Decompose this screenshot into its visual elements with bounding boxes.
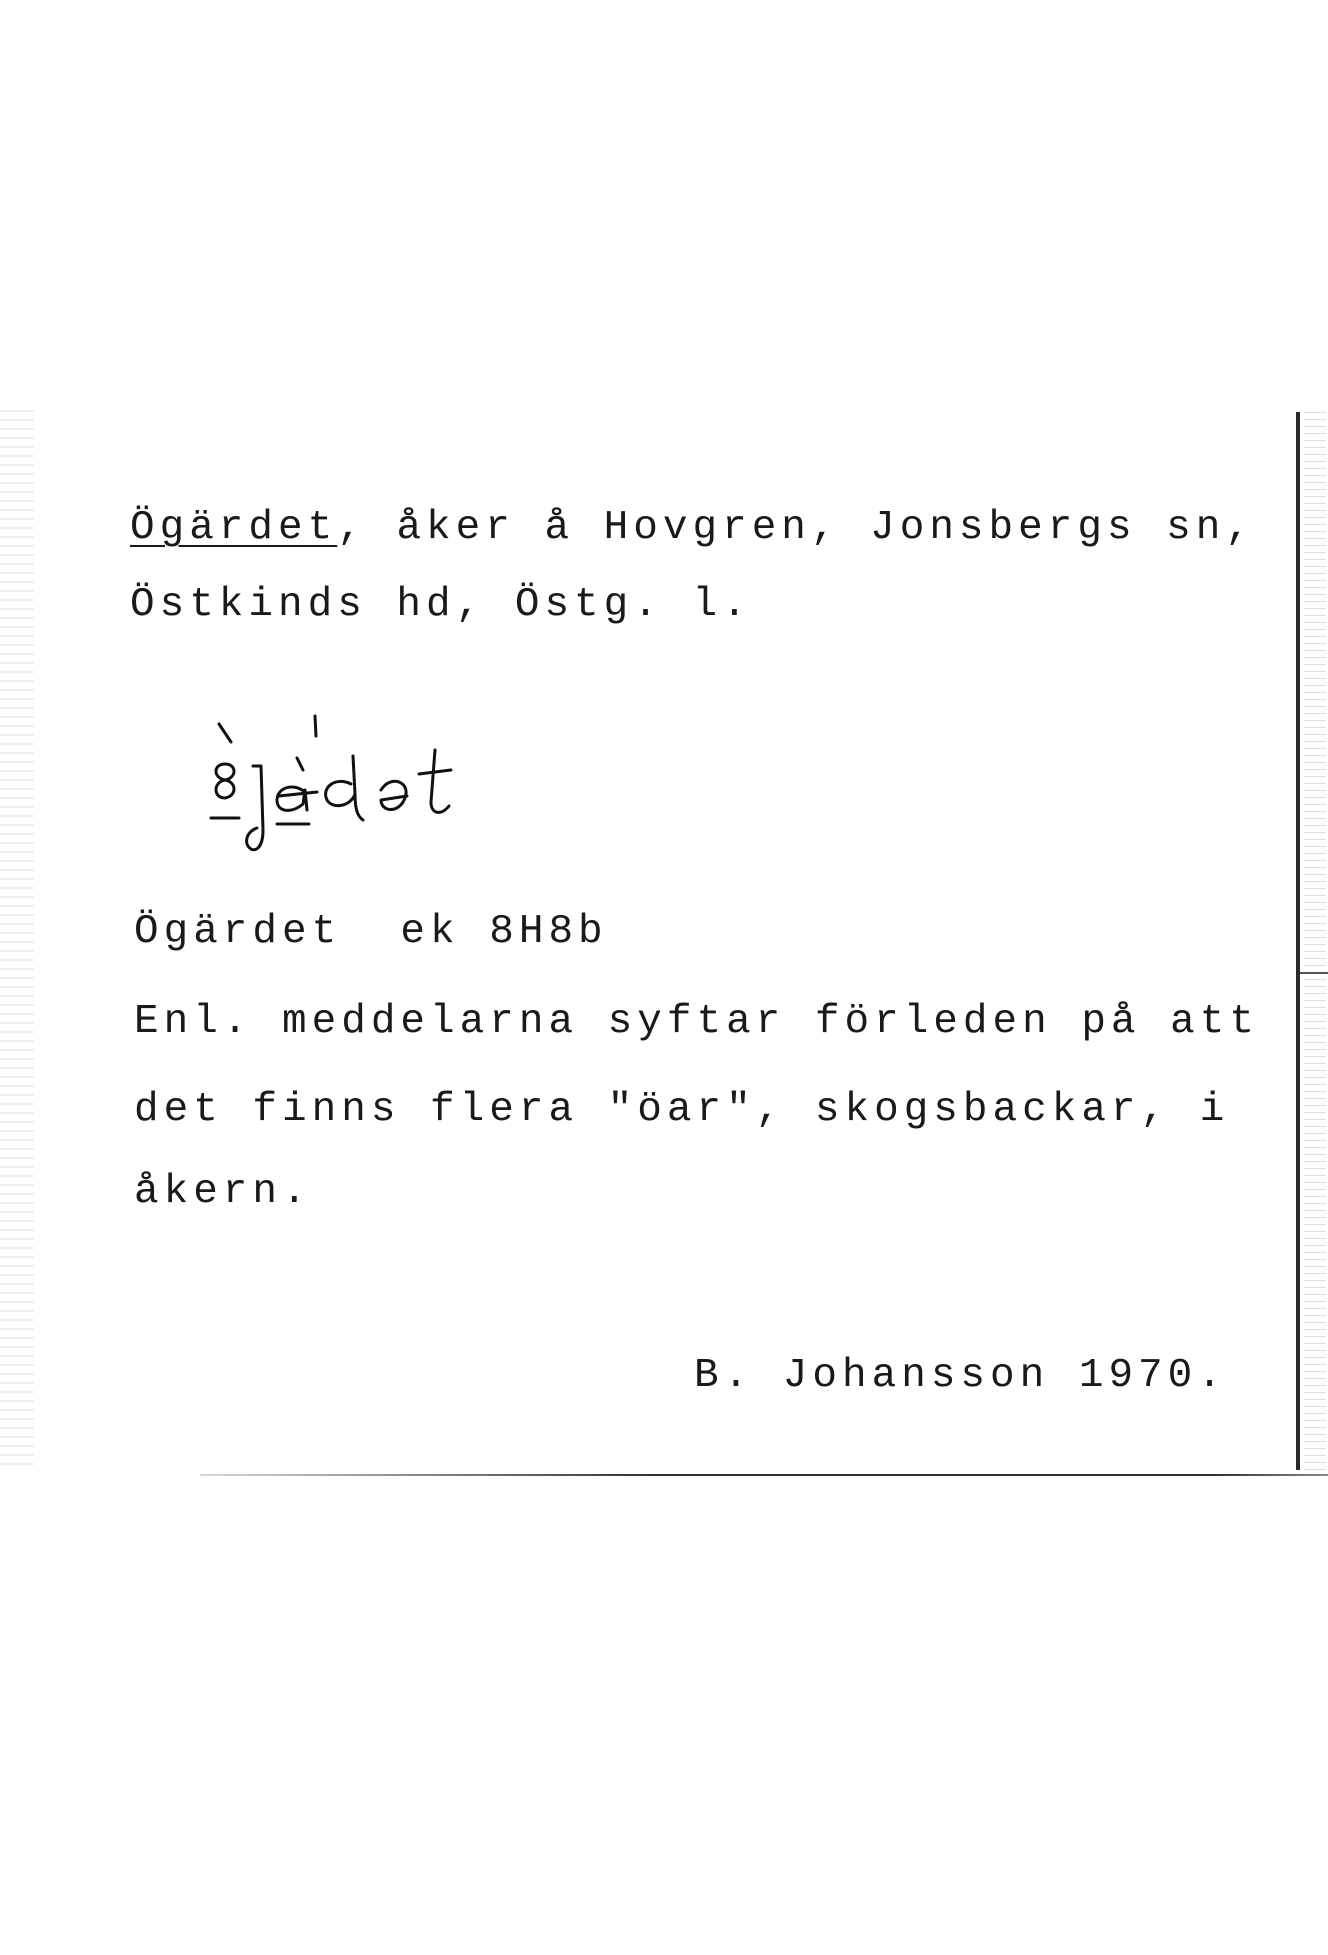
card-right-tick: [1300, 972, 1328, 974]
informant-signature: B. Johansson 1970.: [694, 1353, 1227, 1399]
handwriting-drawing: [205, 712, 475, 882]
note-line-1: Enl. meddelarna syftar förleden på att: [134, 999, 1259, 1045]
headword: Ögärdet: [130, 505, 338, 551]
entry-location: , åker å Hovgren, Jonsbergs sn,: [337, 505, 1255, 551]
handwritten-phonetic-transcription: [205, 712, 475, 882]
scan-left-edge: [0, 410, 34, 1470]
note-line-3: åkern.: [134, 1169, 312, 1215]
entry-reference-line: Ögärdet ek 8H8b: [134, 909, 608, 955]
card-bottom-border: [200, 1474, 1328, 1476]
card-right-border: [1296, 412, 1300, 1470]
entry-heading-line: [130, 505, 1255, 551]
entry-district-line: Östkinds hd, Östg. l.: [130, 582, 752, 628]
note-line-2: det finns flera "öar", skogsbackar, i: [134, 1087, 1230, 1133]
card-right-shadow: [1304, 412, 1326, 1470]
